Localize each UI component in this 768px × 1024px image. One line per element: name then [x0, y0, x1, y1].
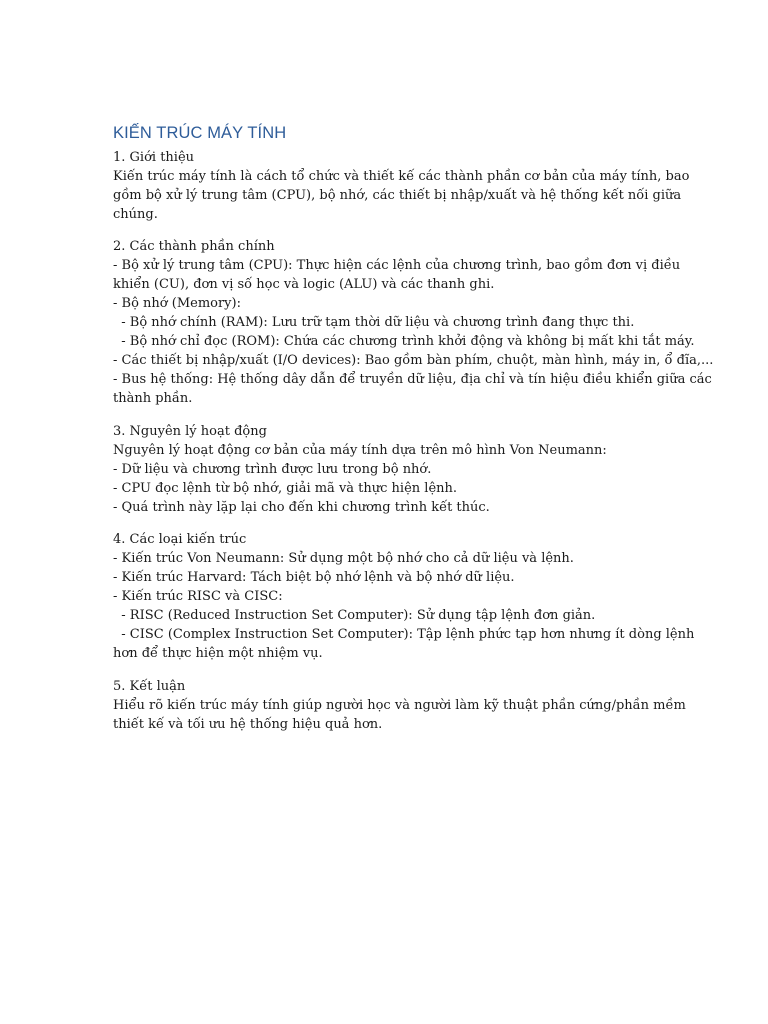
list-line: - Các thiết bị nhập/xuất (I/O devices): Bao gồm bàn phím, chuột, màn hình, máy in, ổ đĩa,... [113, 353, 714, 368]
list-line: thành phần. [113, 391, 193, 406]
list-line: khiển (CU), đơn vị số học và logic (ALU) và các thanh ghi. [113, 277, 495, 292]
list-line: - Kiến trúc RISC và CISC: [113, 589, 283, 604]
section-5-heading: 5. Kết luận [113, 679, 186, 694]
list-line: hơn để thực hiện một nhiệm vụ. [113, 646, 323, 661]
paragraph-line: Kiến trúc máy tính là cách tổ chức và thiết kế các thành phần cơ bản của máy tính, bao [113, 169, 690, 184]
list-line: - RISC (Reduced Instruction Set Computer): Sử dụng tập lệnh đơn giản. [113, 608, 596, 623]
list-line: - Dữ liệu và chương trình được lưu trong bộ nhớ. [113, 462, 432, 477]
section-1-heading: 1. Giới thiệu [113, 150, 195, 165]
list-line: - Bộ nhớ (Memory): [113, 296, 241, 311]
document-title: KIẾN TRÚC MÁY TÍNH [113, 124, 287, 142]
paragraph-line: chúng. [113, 207, 158, 222]
paragraph-line: Nguyên lý hoạt động cơ bản của máy tính dựa trên mô hình Von Neumann: [113, 443, 607, 458]
list-line: - Kiến trúc Harvard: Tách biệt bộ nhớ lệnh và bộ nhớ dữ liệu. [113, 570, 515, 585]
section-3-heading: 3. Nguyên lý hoạt động [113, 424, 267, 439]
section-2-heading: 2. Các thành phần chính [113, 239, 275, 254]
section-4-heading: 4. Các loại kiến trúc [113, 532, 247, 547]
list-line: - CPU đọc lệnh từ bộ nhớ, giải mã và thực hiện lệnh. [113, 481, 458, 496]
paragraph-line: gồm bộ xử lý trung tâm (CPU), bộ nhớ, các thiết bị nhập/xuất và hệ thống kết nối giữa [113, 188, 682, 203]
list-line: - Kiến trúc Von Neumann: Sử dụng một bộ nhớ cho cả dữ liệu và lệnh. [113, 551, 574, 566]
list-line: - Bộ nhớ chỉ đọc (ROM): Chứa các chương trình khởi động và không bị mất khi tắt máy. [113, 334, 695, 349]
list-line: - Bus hệ thống: Hệ thống dây dẫn để truyền dữ liệu, địa chỉ và tín hiệu điều khiển giữa các [113, 372, 712, 387]
paragraph-line: thiết kế và tối ưu hệ thống hiệu quả hơn. [113, 717, 383, 732]
list-line: - CISC (Complex Instruction Set Computer): Tập lệnh phức tạp hơn nhưng ít dòng lệnh [113, 627, 695, 642]
list-line: - Bộ xử lý trung tâm (CPU): Thực hiện các lệnh của chương trình, bao gồm đơn vị điều [113, 258, 681, 273]
paragraph-line: Hiểu rõ kiến trúc máy tính giúp người học và người làm kỹ thuật phần cứng/phần mềm [113, 698, 686, 713]
list-line: - Quá trình này lặp lại cho đến khi chương trình kết thúc. [113, 500, 490, 515]
list-line: - Bộ nhớ chính (RAM): Lưu trữ tạm thời dữ liệu và chương trình đang thực thi. [113, 315, 635, 330]
